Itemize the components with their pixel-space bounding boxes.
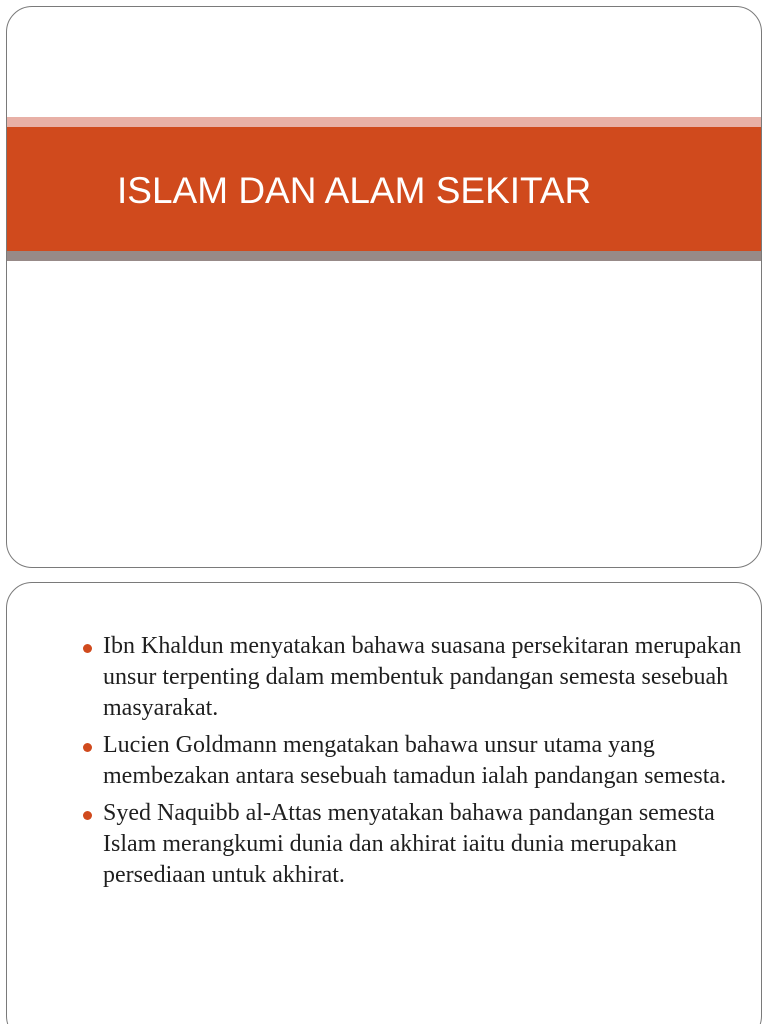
bullet-dot-icon [83, 811, 92, 820]
title-band-bottom-stripe [7, 251, 761, 261]
bullet-item-lucien-goldmann [83, 730, 743, 792]
bullet-list [83, 631, 743, 897]
bullet-dot-icon [83, 644, 92, 653]
bullet-text: Syed Naquibb al-Attas menyatakan bahawa pandangan semesta Islam merangkumi dunia dan akhirat iaitu dunia merupakan persediaan untuk akhirat. [103, 800, 715, 888]
bullet-item-syed-naquibb [83, 798, 743, 891]
bullet-dot-icon [83, 743, 92, 752]
bullet-item-ibn-khaldun [83, 631, 743, 724]
content-slide [6, 582, 762, 1024]
slide-title: ISLAM DAN ALAM SEKITAR [117, 170, 592, 211]
bullet-text: Ibn Khaldun menyatakan bahawa suasana persekitaran merupakan unsur terpenting dalam membentuk pandangan semesta sesebuah masyarakat. [103, 633, 742, 721]
bullet-text: Lucien Goldmann mengatakan bahawa unsur utama yang membezakan antara sesebuah tamadun ialah pandangan semesta. [103, 732, 727, 789]
title-band-top-stripe [7, 117, 761, 127]
title-slide [6, 6, 762, 568]
